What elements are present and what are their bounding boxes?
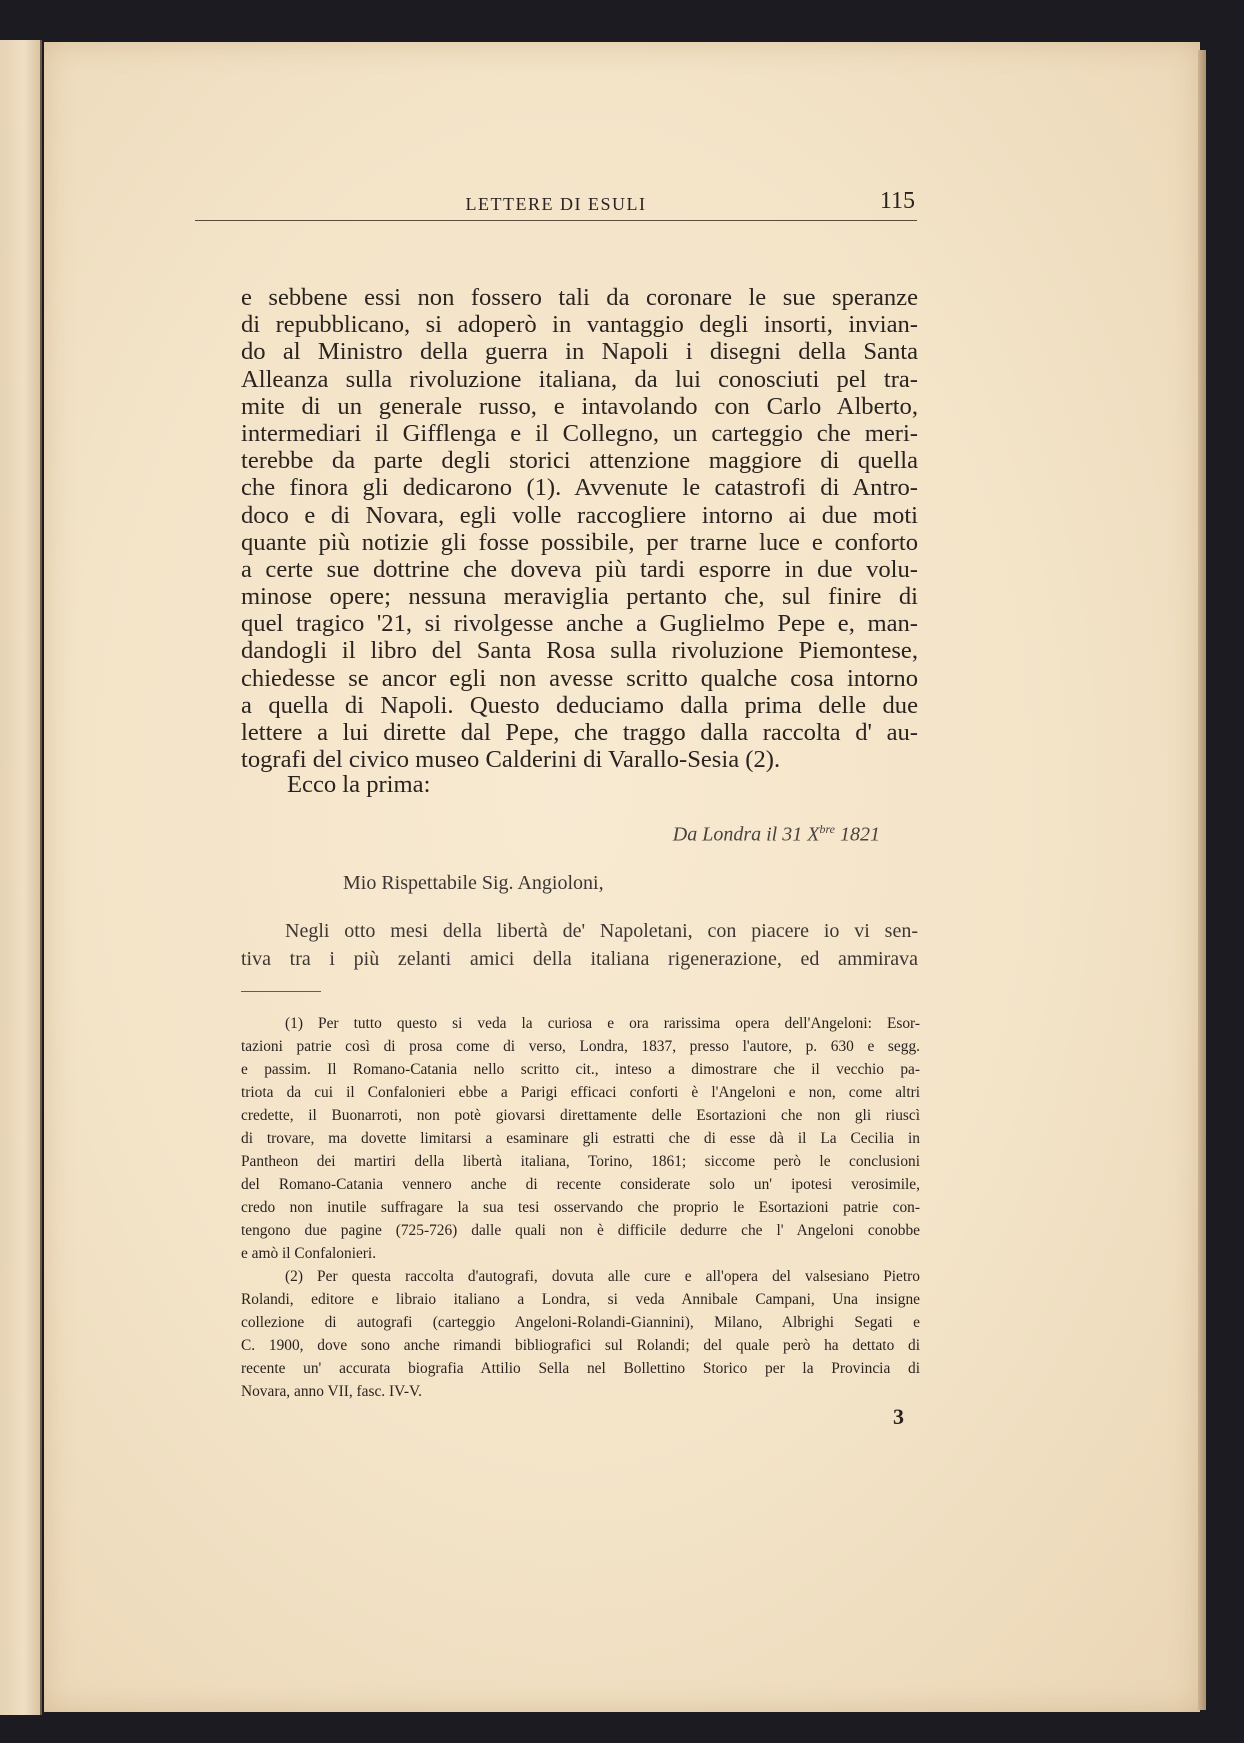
footnote-line: tazioni patrie così di prosa come di verso, Londra, 1837, presso l'autore, p. 630 e segg. (241, 1038, 920, 1055)
body-line: mite di un generale russo, e intavolando con Carlo Alberto, (241, 392, 918, 420)
letter-intro: Ecco la prima: (287, 771, 431, 798)
letter-body (241, 917, 918, 973)
letter-salutation: Mio Rispettabile Sig. Angioloni, (343, 872, 604, 894)
footnote-line: Novara, anno VII, fasc. IV-V. (241, 1383, 422, 1400)
dateline-year: 1821 (840, 823, 880, 846)
footnote-line: e passim. Il Romano-Catania nello scritto cit., inteso a dimostrare che il vecchio pa- (241, 1061, 920, 1078)
body-line: e sebbene essi non fossero tali da coronare le sue speranze (241, 284, 918, 311)
letter-dateline (617, 822, 880, 847)
letter-line: tiva tra i più zelanti amici della italiana rigenerazione, ed ammirava (241, 948, 918, 970)
body-line: chiedesse se ancor egli non avesse scritto qualche cosa intorno (241, 664, 918, 692)
body-line: quel tragico '21, si rivolgesse anche a Guglielmo Pepe e, man- (241, 610, 918, 638)
header-rule (195, 220, 917, 221)
facing-page-edge (0, 40, 42, 1715)
footnote-line: (2) Per questa raccolta d'autografi, dovuta alle cure e all'opera del valsesiano Pietro (285, 1268, 920, 1285)
footnote-line: e amò il Confalonieri. (241, 1245, 377, 1262)
body-line: a certe sue dottrine che doveva più tardi esporre in due volu- (241, 555, 918, 583)
body-line: quante più notizie gli fosse possibile, per trarne luce e conforto (241, 528, 918, 556)
body-line: tografi del civico museo Calderini di Varallo-Sesia (2). (241, 746, 781, 774)
footnote-line: Rolandi, editore e libraio italiano a Londra, si veda Annibale Campani, Una insigne (241, 1291, 920, 1308)
footnote-line: di trovare, ma dovette limitarsi a esaminare gli estratti che di esse dà il La Cecilia in (241, 1130, 920, 1147)
running-head (195, 186, 917, 222)
footnote-line: credette, il Buonarroti, non potè giovarsi direttamente delle Esortazioni che non gli riuscì (241, 1107, 920, 1124)
footnote-rule (241, 991, 321, 992)
body-line: terebbe da parte degli storici attenzione maggiore di quella (241, 447, 918, 475)
body-line: Alleanza sulla rivoluzione italiana, da lui conosciuti pel tra- (241, 365, 918, 393)
footnote-line: recente un' accurata biografia Attilio Sella nel Bollettino Storico per la Provincia di (241, 1360, 920, 1377)
dateline-superscript: bre (819, 822, 835, 836)
body-line: che finora gli dedicarono (1). Avvenute le catastrofi di Antro- (241, 474, 918, 502)
body-line: intermediari il Gifflenga e il Collegno, un carteggio che meri- (241, 419, 918, 447)
footnote-line: collezione di autografi (carteggio Angeloni-Rolandi-Giannini), Milano, Albrighi Segati e (241, 1314, 920, 1331)
signature-mark: 3 (893, 1404, 904, 1429)
footnote-line: triota da cui il Confalonieri ebbe a Parigi efficaci conforti è l'Angeloni e non, come altri (241, 1084, 920, 1101)
footnote-line: (1) Per tutto questo si veda la curiosa e ora rarissima opera dell'Angeloni: Esor- (285, 1015, 920, 1032)
footnotes (241, 1012, 920, 1403)
body-line: dandogli il libro del Santa Rosa sulla rivoluzione Piemontese, (241, 637, 918, 665)
running-head-title: LETTERE DI ESULI (465, 194, 647, 214)
footnote-line: del Romano-Catania vennero anche di recente considerate solo un' ipotesi verosimile, (241, 1176, 920, 1193)
body-line: minose opere; nessuna meraviglia pertanto che, sul finire di (241, 583, 918, 611)
body-line: lettere a lui dirette dal Pepe, che traggo dalla raccolta d' au- (241, 719, 918, 746)
body-line: do al Ministro della guerra in Napoli i disegni della Santa (241, 338, 918, 366)
footnote-line: credo non inutile suffragare la sua tesi osservando che proprio le Esortazioni patrie con- (241, 1199, 920, 1216)
dateline-place: Da Londra il 31 X (672, 823, 820, 846)
page-number: 115 (879, 188, 915, 214)
footnote-line: Pantheon dei martiri della libertà italiana, Torino, 1861; siccome però le conclusioni (241, 1153, 920, 1170)
footnote-line: tengono due pagine (725-726) dalle quali non è difficile dedurre che l' Angeloni conobbe (241, 1222, 920, 1239)
body-line: di repubblicano, si adoperò in vantaggio degli insorti, invian- (241, 311, 918, 339)
page-stack-edge (1198, 50, 1206, 1710)
body-paragraph (241, 284, 918, 773)
footnote-line: C. 1900, dove sono anche rimandi bibliografici sul Rolandi; del quale però ha dettato di (241, 1337, 920, 1354)
body-line: doco e di Novara, egli volle raccogliere intorno ai due moti (241, 501, 918, 529)
letter-line: Negli otto mesi della libertà de' Napoletani, con piacere io vi sen- (285, 920, 918, 942)
body-line: a quella di Napoli. Questo deduciamo dalla prima delle due (241, 691, 918, 719)
